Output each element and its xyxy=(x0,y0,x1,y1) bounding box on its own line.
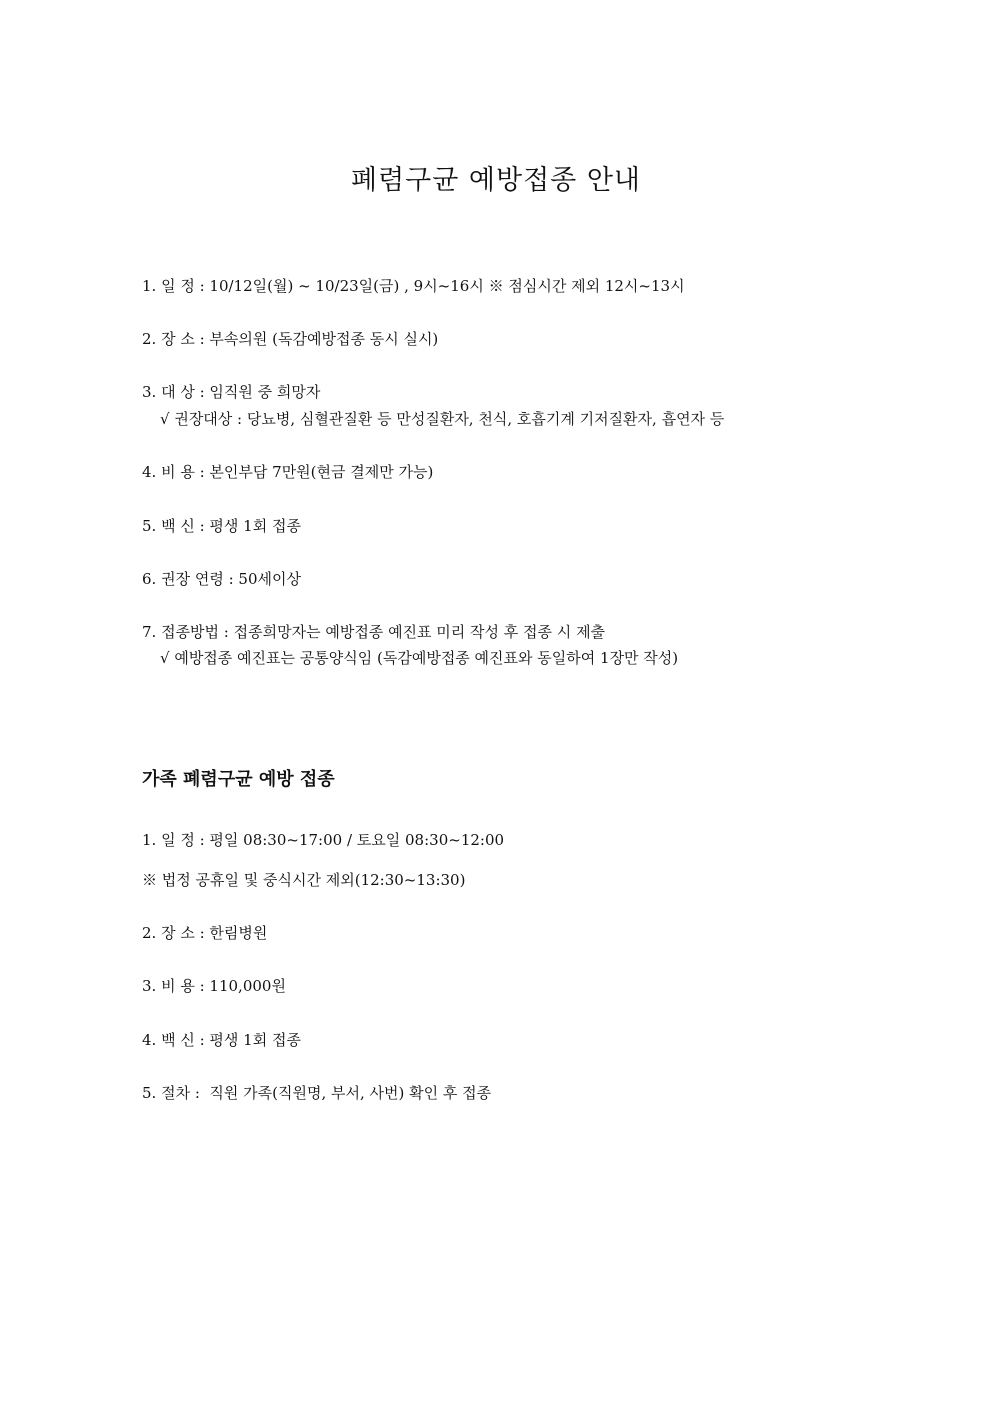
family-section-heading: 가족 폐렴구균 예방 접종 xyxy=(142,769,335,790)
method-line: 7. 접종방법 : 접종희망자는 예방접종 예진표 미리 작성 후 접종 시 제출 xyxy=(142,623,606,641)
family-holiday-note: ※ 법정 공휴일 및 중식시간 제외(12:30~13:30) xyxy=(142,871,466,889)
family-procedure-line: 5. 절차 : 직원 가족(직원명, 부서, 사번) 확인 후 접종 xyxy=(142,1084,492,1102)
cost-line: 4. 비 용 : 본인부담 7만원(현금 결제만 가능) xyxy=(142,463,434,481)
recommended-age-line: 6. 권장 연령 : 50세이상 xyxy=(142,570,301,588)
vaccine-line: 5. 백 신 : 평생 1회 접종 xyxy=(142,517,301,535)
recommended-target-note: √ 권장대상 : 당뇨병, 심혈관질환 등 만성질환자, 천식, 호흡기계 기저질환자, 흡연자 등 xyxy=(160,410,725,428)
family-location-line: 2. 장 소 : 한림병원 xyxy=(142,924,268,942)
form-note: √ 예방접종 예진표는 공통양식임 (독감예방접종 예진표와 동일하여 1장만 작성) xyxy=(160,649,679,667)
location-line: 2. 장 소 : 부속의원 (독감예방접종 동시 실시) xyxy=(142,330,439,348)
document-title: 폐렴구균 예방접종 안내 xyxy=(351,165,641,196)
family-vaccine-line: 4. 백 신 : 평생 1회 접종 xyxy=(142,1031,301,1049)
schedule-line: 1. 일 정 : 10/12일(월) ~ 10/23일(금) , 9시~16시 ※ 점심시간 제외 12시~13시 xyxy=(142,277,685,295)
family-cost-line: 3. 비 용 : 110,000원 xyxy=(142,977,286,995)
family-schedule-line: 1. 일 정 : 평일 08:30~17:00 / 토요일 08:30~12:00 xyxy=(142,831,505,849)
target-line: 3. 대 상 : 임직원 중 희망자 xyxy=(142,383,321,401)
